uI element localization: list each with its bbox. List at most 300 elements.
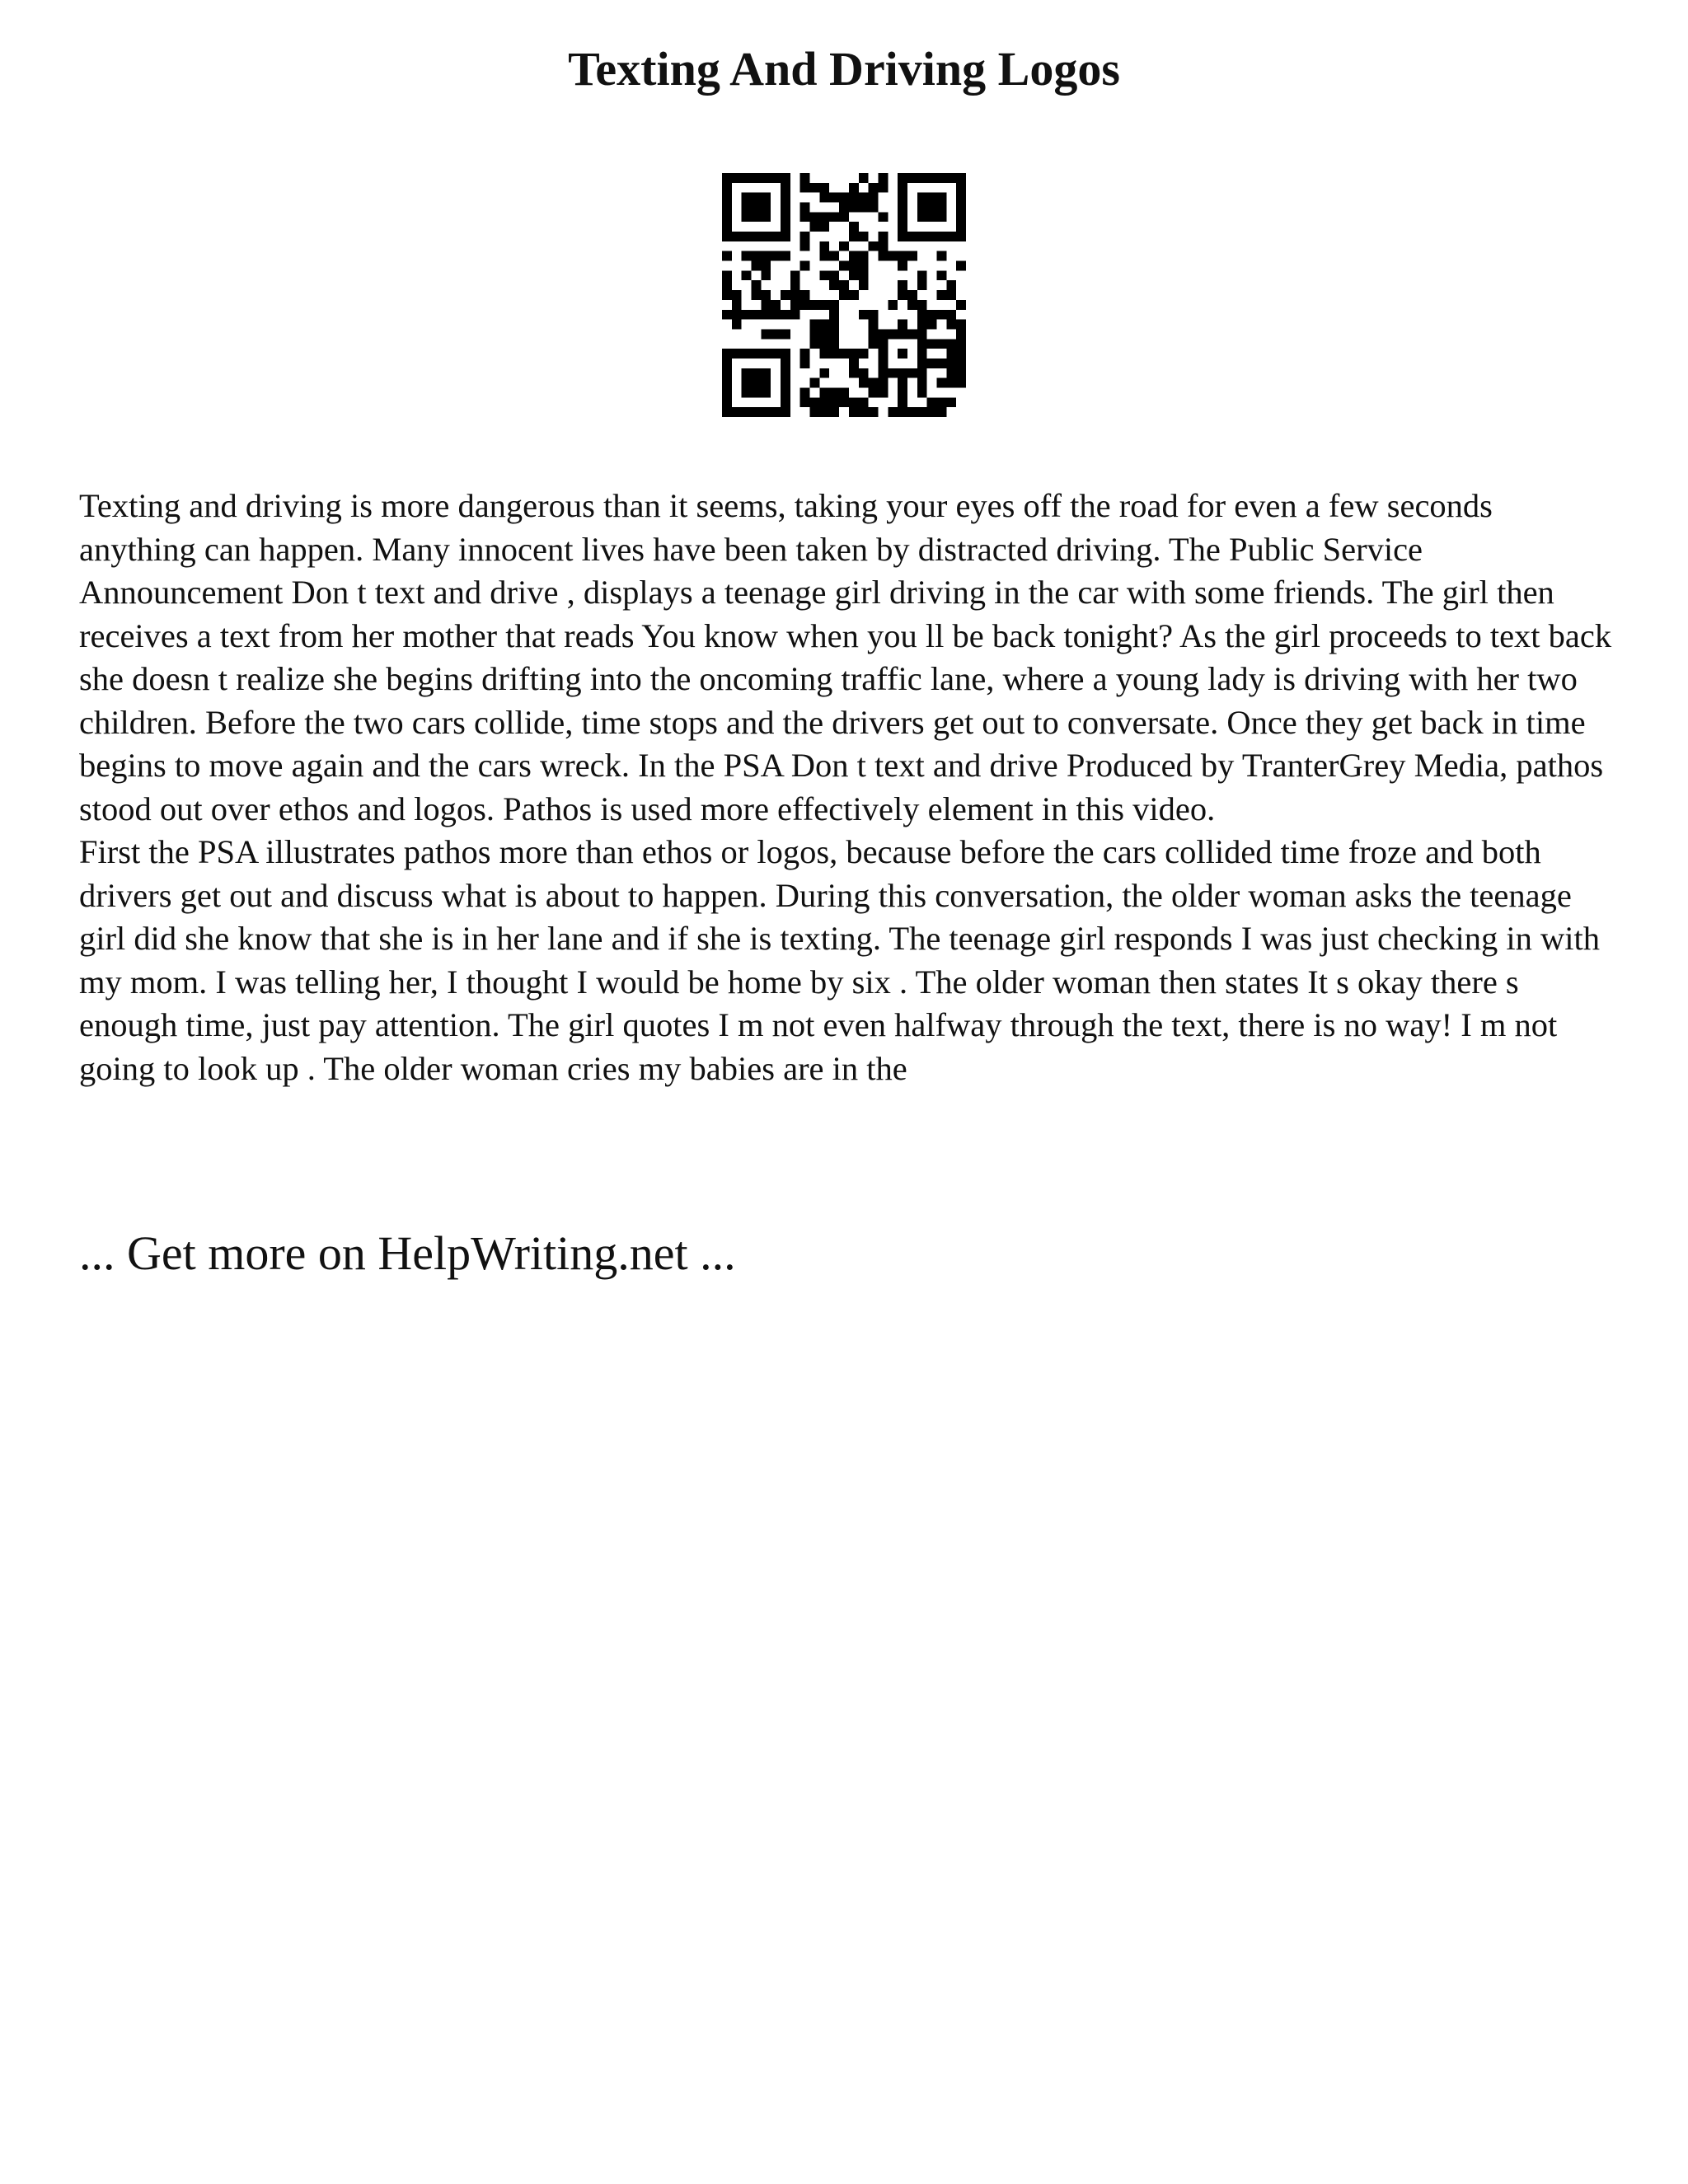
qr-module (907, 329, 917, 339)
qr-module (781, 349, 790, 359)
qr-module (849, 290, 859, 300)
qr-module (810, 222, 820, 232)
qr-module (917, 387, 927, 397)
qr-module (781, 203, 790, 213)
qr-module (839, 397, 849, 407)
qr-module (761, 270, 771, 280)
qr-module (819, 339, 829, 349)
qr-module (898, 212, 907, 222)
qr-module (907, 300, 917, 310)
qr-module (859, 368, 869, 378)
qr-module (927, 339, 937, 349)
qr-module (829, 251, 839, 261)
qr-module (956, 320, 966, 330)
qr-module (927, 320, 937, 330)
qr-module (752, 251, 762, 261)
qr-module (742, 270, 752, 280)
qr-module (771, 300, 781, 310)
qr-module (869, 378, 879, 388)
qr-module (849, 407, 859, 417)
qr-module (829, 280, 839, 290)
qr-module (819, 251, 829, 261)
qr-module (917, 329, 927, 339)
qr-module (927, 407, 937, 417)
qr-module (829, 407, 839, 417)
qr-module (907, 290, 917, 300)
qr-module (800, 203, 810, 213)
qr-module (839, 203, 849, 213)
qr-module (829, 339, 839, 349)
qr-module (761, 290, 771, 300)
qr-module (927, 310, 937, 320)
qr-module (819, 241, 829, 251)
qr-module (859, 349, 869, 359)
qr-module (936, 290, 946, 300)
qr-module (829, 329, 839, 339)
qr-module (722, 251, 732, 261)
qr-module (790, 310, 800, 320)
qr-module (829, 212, 839, 222)
qr-module (752, 193, 762, 203)
qr-module (878, 251, 888, 261)
qr-module (946, 320, 956, 330)
qr-module (927, 359, 937, 368)
qr-module (878, 183, 888, 193)
qr-module (839, 241, 849, 251)
qr-module (722, 290, 732, 300)
qr-module (898, 407, 907, 417)
qr-module (946, 359, 956, 368)
qr-module (878, 349, 888, 359)
qr-module (800, 349, 810, 359)
qr-module (752, 310, 762, 320)
qr-module (907, 251, 917, 261)
qr-module (917, 300, 927, 310)
qr-module (722, 359, 732, 368)
qr-module (800, 290, 810, 300)
qr-module (752, 212, 762, 222)
qr-module (800, 300, 810, 310)
qr-module (781, 368, 790, 378)
qr-module (722, 173, 732, 183)
qr-module (956, 261, 966, 271)
qr-module (810, 407, 820, 417)
qr-module (849, 359, 859, 368)
qr-module (917, 339, 927, 349)
qr-module (722, 232, 732, 241)
qr-module (732, 320, 742, 330)
qr-module (859, 173, 869, 183)
qr-module (722, 378, 732, 388)
qr-module (956, 359, 966, 368)
qr-module (742, 368, 752, 378)
qr-module (722, 368, 732, 378)
qr-module (771, 329, 781, 339)
qr-module (956, 329, 966, 339)
qr-module (898, 368, 907, 378)
qr-module (936, 359, 946, 368)
qr-module (956, 349, 966, 359)
qr-module (946, 397, 956, 407)
essay-body (79, 485, 1612, 1090)
qr-module (859, 261, 869, 271)
qr-module (732, 290, 742, 300)
qr-module (878, 241, 888, 251)
get-more-link[interactable]: ... Get more on HelpWriting.net ... (79, 1226, 736, 1280)
qr-module (761, 173, 771, 183)
qr-module (859, 310, 869, 320)
qr-module (898, 329, 907, 339)
qr-module (849, 368, 859, 378)
qr-module (859, 407, 869, 417)
qr-module (752, 173, 762, 183)
qr-module (849, 397, 859, 407)
qr-module (761, 349, 771, 359)
qr-module (917, 368, 927, 378)
qr-module (819, 270, 829, 280)
qr-module (898, 193, 907, 203)
qr-module (761, 368, 771, 378)
qr-module (927, 203, 937, 213)
qr-module (819, 320, 829, 330)
qr-module (722, 407, 732, 417)
qr-module (722, 310, 732, 320)
qr-module (878, 368, 888, 378)
qr-module (829, 387, 839, 397)
qr-module (722, 193, 732, 203)
qr-module (781, 183, 790, 193)
qr-module (810, 329, 820, 339)
qr-module (761, 251, 771, 261)
qr-module (936, 378, 946, 388)
qr-module (722, 222, 732, 232)
qr-module (732, 349, 742, 359)
qr-module (956, 300, 966, 310)
qr-module (936, 397, 946, 407)
qr-module (927, 193, 937, 203)
qr-module (888, 251, 898, 261)
qr-module (761, 407, 771, 417)
essay-paragraph-1: Texting and driving is more dangerous than it seems, taking your eyes off the road for even a few seconds anything can happen. Many innocent lives have been taken by distracted driving. The Public Service Announcement Don t text and drive , displays a teenage girl driving in the car with some friends. The girl then receives a text from her mother that reads You know when you ll be back tonight? As the girl proceeds to text back she doesn t realize she begins drifting into the oncoming traffic lane, where a young lady is driving with her two children. Before the two cars collide, time stops and the drivers get out to conversate. Once they get back in time begins to move again and the cars wreck. In the PSA Don t text and drive Produced by TranterGrey Media, pathos stood out over ethos and logos. Pathos is used more effectively element in this video. (79, 487, 1612, 827)
qr-module (927, 212, 937, 222)
qr-module (790, 300, 800, 310)
qr-module (752, 280, 762, 290)
qr-module (790, 280, 800, 290)
qr-module (898, 280, 907, 290)
qr-module (898, 378, 907, 388)
qr-module (742, 407, 752, 417)
qr-module (956, 339, 966, 349)
qr-code-graphic (722, 173, 966, 417)
qr-module (946, 280, 956, 290)
qr-module (907, 407, 917, 417)
qr-module (927, 397, 937, 407)
qr-module (781, 173, 790, 183)
qr-module (839, 212, 849, 222)
qr-module (898, 183, 907, 193)
qr-module (819, 397, 829, 407)
qr-module (849, 270, 859, 280)
qr-module (742, 349, 752, 359)
qr-module (917, 270, 927, 280)
qr-module (936, 232, 946, 241)
qr-module (732, 310, 742, 320)
qr-module (752, 232, 762, 241)
qr-module (732, 232, 742, 241)
qr-module (936, 310, 946, 320)
qr-module (869, 310, 879, 320)
qr-module (742, 212, 752, 222)
qr-module (898, 397, 907, 407)
qr-module (898, 290, 907, 300)
qr-module (742, 378, 752, 388)
qr-module (898, 173, 907, 183)
qr-module (859, 397, 869, 407)
qr-module (839, 193, 849, 203)
qr-module (898, 261, 907, 271)
qr-module (849, 251, 859, 261)
qr-module (781, 397, 790, 407)
qr-module (946, 173, 956, 183)
qr-module (898, 387, 907, 397)
qr-module (722, 349, 732, 359)
qr-module (810, 300, 820, 310)
qr-module (917, 173, 927, 183)
qr-module (956, 222, 966, 232)
qr-module (936, 407, 946, 417)
qr-module (936, 270, 946, 280)
qr-module (849, 193, 859, 203)
qr-module (859, 280, 869, 290)
qr-module (800, 173, 810, 183)
qr-module (927, 232, 937, 241)
qr-module (810, 397, 820, 407)
qr-module (936, 203, 946, 213)
qr-module (722, 203, 732, 213)
qr-module (849, 232, 859, 241)
qr-module (810, 339, 820, 349)
qr-module (839, 280, 849, 290)
qr-module (956, 212, 966, 222)
qr-module (878, 359, 888, 368)
qr-module (956, 232, 966, 241)
qr-module (800, 241, 810, 251)
qr-module (878, 339, 888, 349)
qr-module (742, 387, 752, 397)
qr-module (732, 407, 742, 417)
qr-module (752, 261, 762, 271)
qr-module (781, 232, 790, 241)
qr-module (790, 290, 800, 300)
qr-module (936, 173, 946, 183)
qr-module (732, 173, 742, 183)
qr-module (917, 359, 927, 368)
qr-module (810, 183, 820, 193)
qr-module (878, 232, 888, 241)
qr-module (869, 387, 879, 397)
qr-module (781, 212, 790, 222)
qr-module (917, 212, 927, 222)
qr-module (752, 368, 762, 378)
qr-module (819, 407, 829, 417)
qr-module (849, 222, 859, 232)
qr-module (917, 378, 927, 388)
qr-module (956, 183, 966, 193)
qr-module (742, 310, 752, 320)
qr-module (956, 378, 966, 388)
qr-module (742, 173, 752, 183)
qr-module (800, 387, 810, 397)
qr-module (819, 387, 829, 397)
qr-module (859, 203, 869, 213)
qr-module (956, 193, 966, 203)
qr-module (956, 203, 966, 213)
qr-module (869, 407, 879, 417)
qr-module (829, 320, 839, 330)
qr-module (742, 193, 752, 203)
qr-module (800, 359, 810, 368)
qr-module (781, 378, 790, 388)
qr-module (752, 203, 762, 213)
qr-module (742, 232, 752, 241)
qr-module (839, 290, 849, 300)
qr-module (917, 310, 927, 320)
qr-module (917, 203, 927, 213)
qr-module (898, 232, 907, 241)
qr-module (771, 407, 781, 417)
qr-module (956, 368, 966, 378)
qr-module (936, 339, 946, 349)
qr-module (781, 359, 790, 368)
qr-module (810, 320, 820, 330)
qr-module (859, 378, 869, 388)
qr-module (819, 300, 829, 310)
qr-module (781, 387, 790, 397)
qr-module (732, 300, 742, 310)
qr-module (869, 193, 879, 203)
qr-module (819, 222, 829, 232)
qr-module (819, 193, 829, 203)
qr-module (800, 397, 810, 407)
qr-module (888, 368, 898, 378)
qr-module (878, 387, 888, 397)
qr-module (752, 290, 762, 300)
qr-module (761, 300, 771, 310)
qr-module (869, 203, 879, 213)
qr-module (946, 368, 956, 378)
qr-module (849, 203, 859, 213)
qr-module (781, 407, 790, 417)
qr-module (722, 212, 732, 222)
qr-module (829, 300, 839, 310)
qr-module (946, 349, 956, 359)
qr-module (781, 222, 790, 232)
qr-module (761, 387, 771, 397)
qr-module (829, 270, 839, 280)
qr-module (761, 310, 771, 320)
qr-module (956, 173, 966, 183)
qr-module (849, 349, 859, 359)
qr-module (819, 183, 829, 193)
qr-module (917, 280, 927, 290)
qr-module (819, 368, 829, 378)
qr-module (839, 387, 849, 397)
qr-module (761, 212, 771, 222)
qr-module (819, 349, 829, 359)
qr-module (771, 251, 781, 261)
qr-module (898, 203, 907, 213)
qr-module (849, 183, 859, 193)
qr-module (722, 183, 732, 193)
qr-module (771, 310, 781, 320)
qr-module (869, 183, 879, 193)
qr-module (781, 329, 790, 339)
qr-module (888, 329, 898, 339)
qr-module (742, 203, 752, 213)
qr-module (810, 212, 820, 222)
qr-module (898, 251, 907, 261)
qr-module (849, 261, 859, 271)
qr-module (888, 300, 898, 310)
qr-module (810, 378, 820, 388)
qr-module (761, 232, 771, 241)
qr-module (752, 407, 762, 417)
qr-module (752, 349, 762, 359)
qr-module (839, 349, 849, 359)
qr-module (946, 378, 956, 388)
qr-module (722, 387, 732, 397)
qr-module (761, 203, 771, 213)
qr-module (800, 261, 810, 271)
qr-module (752, 387, 762, 397)
qr-module (819, 329, 829, 339)
qr-module (761, 329, 771, 339)
qr-module (869, 320, 879, 330)
qr-module (761, 193, 771, 203)
qr-module (722, 270, 732, 280)
qr-module (742, 251, 752, 261)
qr-module (819, 212, 829, 222)
qr-module (859, 251, 869, 261)
qr-module (907, 173, 917, 183)
qr-module (898, 349, 907, 359)
qr-module (917, 232, 927, 241)
qr-module (859, 232, 869, 241)
qr-module (781, 251, 790, 261)
qr-module (946, 310, 956, 320)
qr-module (888, 407, 898, 417)
qr-module (761, 378, 771, 388)
qr-module (722, 280, 732, 290)
qr-module (781, 310, 790, 320)
qr-module (800, 183, 810, 193)
qr-module (800, 232, 810, 241)
qr-module (936, 251, 946, 261)
qr-module (859, 270, 869, 280)
qr-module (898, 222, 907, 232)
qr-module (936, 212, 946, 222)
qr-code-icon (722, 173, 966, 417)
qr-module (946, 232, 956, 241)
qr-module (907, 232, 917, 241)
qr-module (898, 320, 907, 330)
essay-paragraph-2: First the PSA illustrates pathos more than ethos or logos, because before the cars collided time froze and both drivers get out and discuss what is about to happen. During this conversation, the older woman asks the teenage girl did she know that she is in her lane and if she is texting. The teenage girl responds I was just checking in with my mom. I was telling her, I thought I would be home by six . The older woman then states It s okay there s enough time, just pay attention. The girl quotes I m not even halfway through the text, there is no way! I m not going to look up . The older woman cries my babies are in the (79, 833, 1600, 1087)
qr-module (790, 270, 800, 280)
qr-module (927, 173, 937, 183)
qr-module (781, 290, 790, 300)
qr-module (946, 339, 956, 349)
qr-module (829, 310, 839, 320)
